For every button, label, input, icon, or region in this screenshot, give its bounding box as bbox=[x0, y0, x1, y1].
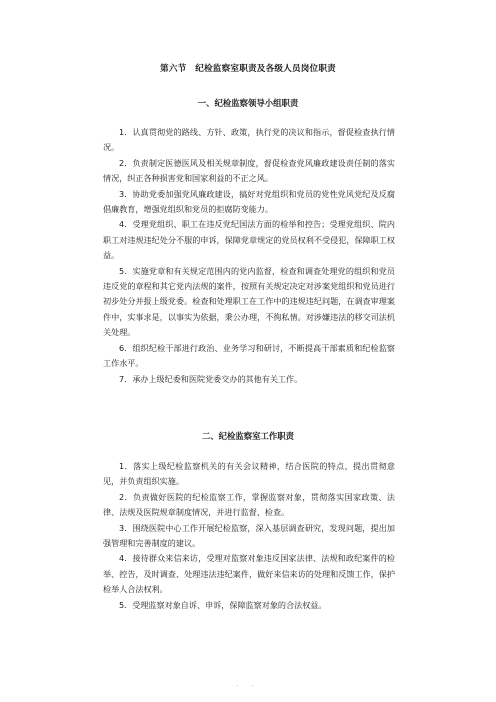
section-heading-leadership-group: 一、纪检监察领导小组职责 bbox=[197, 98, 299, 108]
list-item: 7．承办上级纪委和医院党委交办的其他有关工作。 bbox=[119, 373, 303, 384]
page-title: 第六节 纪检监察室职责及各级人员岗位职责 bbox=[160, 64, 336, 74]
list-item: 3．围绕医院中心工作开展纪检监察，深入基层调查研究，发现问题，提出加强管理和完善制度的建议。 bbox=[103, 522, 395, 549]
footer-mark: . . bbox=[236, 681, 260, 688]
section-body-inspection-office bbox=[103, 459, 395, 613]
list-item: 2．负责做好医院的纪检监察工作，掌握监察对象，贯彻落实国家政策、法律、法规及医院规章制度情况，并进行监督、检查。 bbox=[103, 491, 395, 518]
list-item: 1．认真贯彻党的路线、方针、政策，执行党的决议和指示，督促检查执行情况。 bbox=[103, 127, 395, 153]
list-item: 2．负责制定医德医风及相关规章制度，督促检查党风廉政建设责任制的落实情况，纠正各种损害党和国家利益的不正之风。 bbox=[103, 157, 395, 184]
list-item: 4．接待群众来信来访，受理对监察对象违反国家法律、法规和政纪案件的检举、控告，及时调查、处理违法违纪案件，做好来信来访的处理和反馈工作，保护检举人合法权利。 bbox=[103, 553, 395, 595]
list-item: 5．受理监察对象自诉、申诉，保障监察对象的合法权益。 bbox=[119, 599, 327, 610]
list-item: 1．落实上级纪检监察机关的有关会议精神，结合医院的特点，提出贯彻意见，并负责组织实施。 bbox=[103, 461, 395, 487]
section-body-leadership-group bbox=[103, 125, 395, 387]
list-item: 3．协助党委加强党风廉政建设，搞好对党组织和党员的党性党风党纪及反腐倡廉教育，增强党组织和党员的拒腐防变能力。 bbox=[103, 188, 395, 215]
list-item: 5．实施党章和有关规定范围内的党内监督，检查和调查处理党的组织和党员违反党的章程和其它党内法规的案件，按照有关规定决定对涉案党组织和党员进行初步处分并报上级党委。检查和处理职工在工作中的违规违纪问题，在调查审理案件中，实事求是，以事实为依据，秉公办理，不徇私情。对涉嫌违法的移交司法机关处理。 bbox=[103, 265, 395, 338]
list-item: 4．受理党组织、职工在违反党纪国法方面的检举和控告；受理党组织、院内职工对违规违纪处分不服的申诉，保障党章规定的党员权利不受侵犯，保障职工权益。 bbox=[103, 219, 395, 261]
list-item: 6．组织纪检干部进行政治、业务学习和研讨，不断提高干部素质和纪检监察工作水平。 bbox=[103, 342, 395, 369]
section-heading-inspection-office: 二、纪检监察室工作职责 bbox=[201, 431, 295, 441]
